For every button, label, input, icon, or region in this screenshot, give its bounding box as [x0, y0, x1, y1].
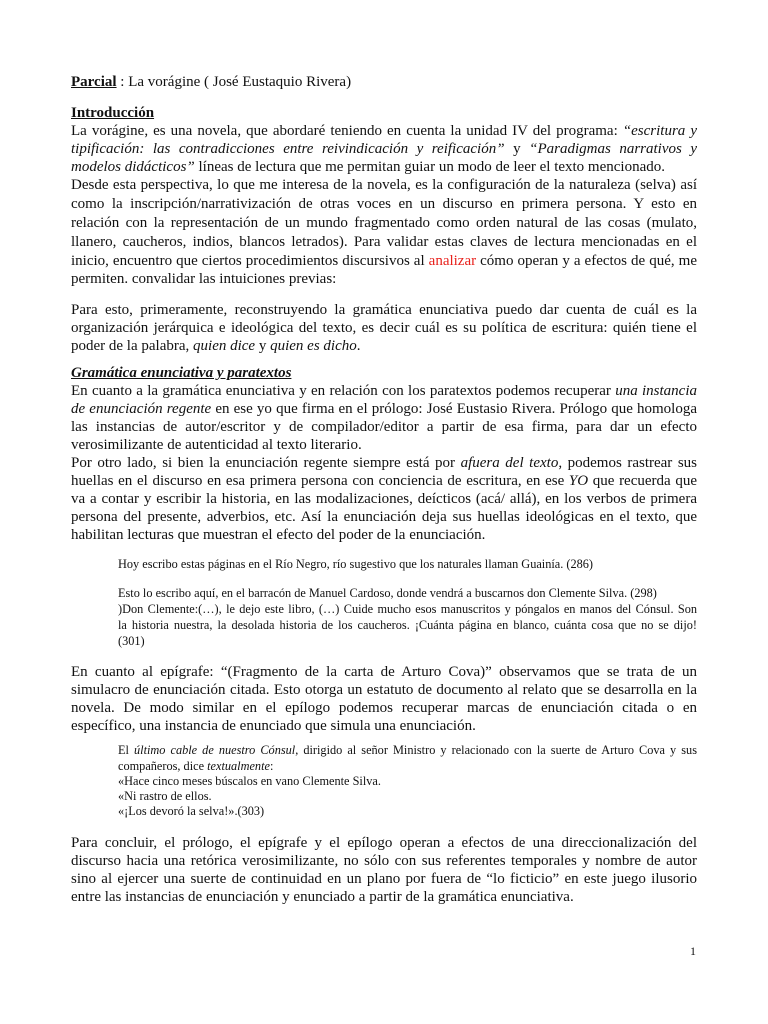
intro-line-9: permiten. convalidar las intuiciones previas:	[71, 271, 337, 287]
para2-line-2: organización jerárquica e ideológica del texto, es decir cuál es su política de escritura: quién tiene el	[71, 320, 697, 336]
para4-line-3: novela. De modo similar en el epílogo podemos recuperar marcas de enunciación citada o en	[71, 700, 697, 716]
intro-line-3: modelos didácticos” líneas de lectura que me permitan guiar un modo de leer el texto mencionado.	[71, 159, 665, 175]
quote-line: compañeros, dice textualmente:	[118, 759, 274, 773]
section-line-8: persona del presente, adverbios, etc. Así la enunciación deja sus huellas ideológicas en el texto, que	[71, 509, 697, 525]
document-title	[71, 73, 697, 91]
section-line-3: las instancias de autor/escritor y de compilador/editor a partir de esa firma, para dar un efecto	[71, 419, 697, 435]
para4-line-2: simulacro de enunciación citada. Esto otorga un estatuto de documento al relato que se desarrolla en la	[71, 682, 697, 698]
para4-line-4: específico, una instancia de enunciado que simula una enunciación.	[71, 718, 476, 734]
para4-line-1: En cuanto al epígrafe: “(Fragmento de la carta de Arturo Cova)” observamos que se trata de un	[71, 664, 697, 680]
intro-line-6: relación con la representación de un mundo fragmentado como orden natural de las cosas (mulato,	[71, 215, 697, 231]
section-line-4: verosimilizante de autenticidad al texto literario.	[71, 437, 362, 453]
section-line-2: de enunciación regente en ese yo que firma en el prólogo: José Eustasio Rivera. Prólogo que homologa	[71, 401, 697, 417]
intro-line-5: como la inscripción/narrativización de otras voces en un discurso en primera persona. Y esto en	[71, 196, 697, 212]
section-line-5: Por otro lado, si bien la enunciación regente siempre está por afuera del texto, podemos rastrear sus	[71, 455, 698, 471]
section-line-9: habilitan lecturas que muestran el efecto del poder de la enunciación.	[71, 527, 486, 543]
title-text: : La vorágine ( José Eustaquio Rivera)	[116, 74, 352, 90]
section-heading: Gramática enunciativa y paratextos	[71, 365, 292, 381]
highlighted-word: analizar	[428, 253, 477, 269]
conclusion-line-2: discurso hacia una retórica verosimilizante, no sólo con sus referentes temporales y nombre de autor	[71, 853, 697, 869]
quote-line: «Ni rastro de ellos.	[118, 789, 212, 803]
intro-line-4: Desde esta perspectiva, lo que me interesa de la novela, es la configuración de la naturaleza (selva) así	[71, 177, 697, 193]
para2-line-3: poder de la palabra, quien dice y quien es dicho.	[71, 338, 361, 354]
title-label: Parcial	[71, 74, 117, 90]
section-line-7: va a contar y escribir la historia, en las modalizaciones, deícticos (acá/ allá), en los verbos de primera	[71, 491, 697, 507]
quote-line: )Don Clemente:(…), le dejo este libro, (…) Cuide mucho esos manuscritos y póngalos en manos del Cónsul. Son	[118, 602, 697, 616]
page-number: 1	[690, 944, 696, 958]
para2-line-1: Para esto, primeramente, reconstruyendo la gramática enunciativa puedo dar cuenta de cuál es la	[71, 302, 697, 318]
intro-line-1: La vorágine, es una novela, que abordaré teniendo en cuenta la unidad IV del programa: “escritura y	[71, 123, 697, 139]
quote-line: «Hace cinco meses búscalos en vano Clemente Silva.	[118, 774, 381, 788]
conclusion-line-4: entre las instancias de enunciación y enunciado a partir de la gramática enunciativa.	[71, 889, 574, 905]
quote-line: la historia nuestra, la desolada historia de los caucheros. ¡Cuánta página en blanco, cuánta cosa que no se dijo!	[118, 618, 697, 632]
quote-line: Hoy escribo estas páginas en el Río Negro, río sugestivo que los naturales llaman Guainía. (286)	[118, 557, 594, 571]
section-line-6: huellas en el discurso en esa primera persona con conciencia de escritura, en ese YO que recuerda que	[71, 473, 698, 489]
quote-line: Esto lo escribo aquí, en el barracón de Manuel Cardoso, donde vendrá a buscarnos don Clemente Silva. (298)	[118, 586, 657, 600]
intro-heading: Introducción	[71, 105, 155, 121]
quote-line: «¡Los devoró la selva!».(303)	[118, 804, 265, 818]
quote-line: El último cable de nuestro Cónsul, dirigido al señor Ministro y relacionado con la suerte de Arturo Cova y sus	[118, 743, 697, 757]
intro-line-2: tipificación: las contradicciones entre reivindicación y reificación” y “Paradigmas narrativos y	[71, 141, 698, 157]
quote-line: (301)	[118, 634, 145, 648]
conclusion-line-1: Para concluir, el prólogo, el epígrafe y el epílogo operan a efectos de una direccionalización del	[71, 835, 697, 851]
section-line-1: En cuanto a la gramática enunciativa y en relación con los paratextos podemos recuperar una instancia	[71, 383, 698, 399]
intro-line-7: llanero, caucheros, indios, blancos letrados). Para validar estas claves de lectura mencionadas en el	[71, 234, 697, 250]
conclusion-line-3: sino al ejercer una suerte de continuidad en un plano por fuera de “lo ficticio” en este juego ilusorio	[71, 871, 697, 887]
intro-line-8: inicio, encuentro que ciertos procedimientos discursivos al analizar cómo operan y a efectos de qué, me	[71, 253, 697, 269]
